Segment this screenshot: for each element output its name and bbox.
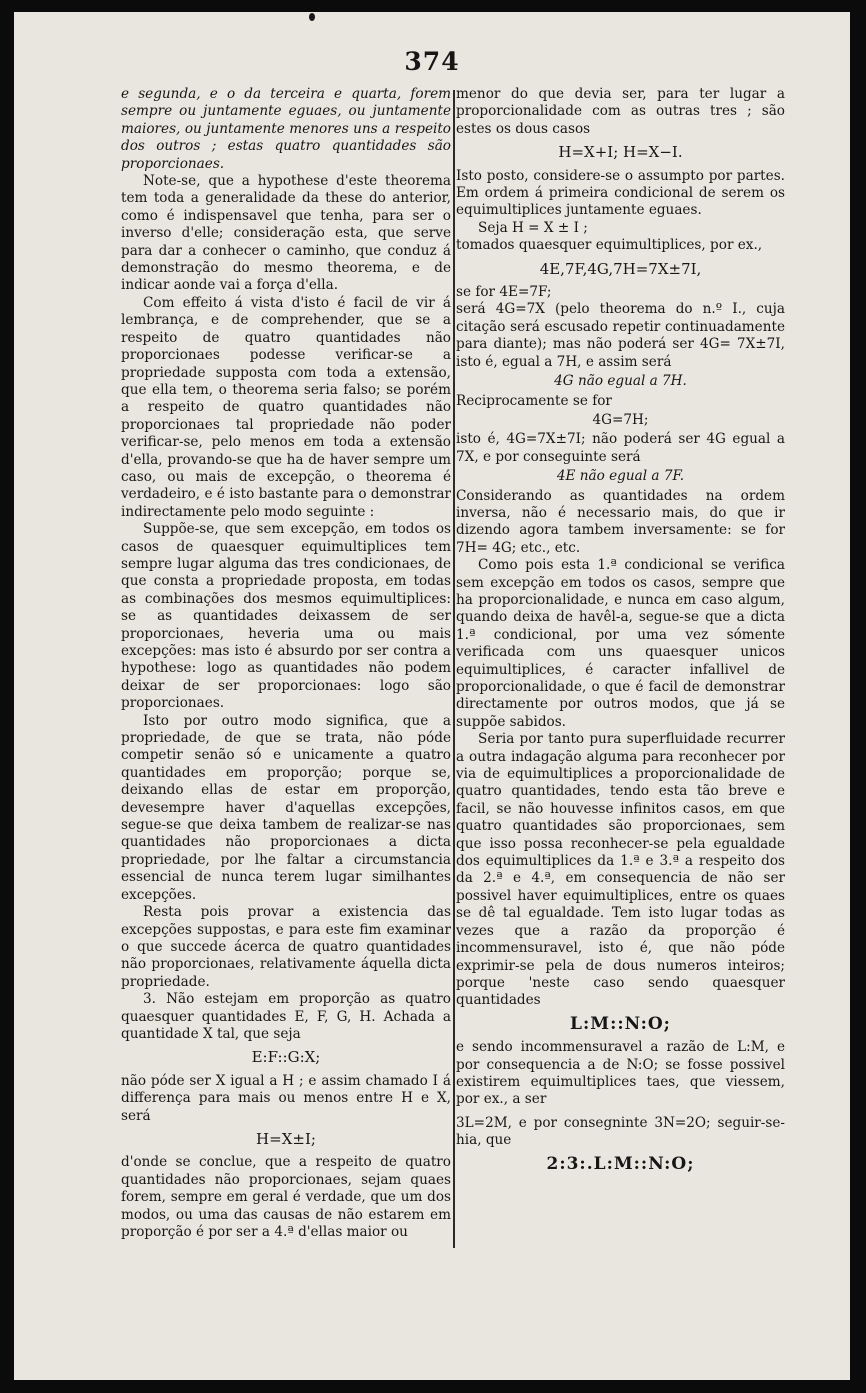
left-column bbox=[121, 86, 451, 1241]
paragraph: 3L=2M, e por consegninte 3N=2O; seguir-se-hia, que bbox=[456, 1114, 785, 1149]
paragraph: Resta pois provar a existencia das excepções suppostas, e para este fim examinar o que succede ácerca de quatro quantidades não proporcionaes, relativamente áquella dicta propriedade. bbox=[121, 904, 451, 990]
ink-mark bbox=[309, 13, 315, 21]
paragraph: tomados quaesquer equimultiplices, por ex., bbox=[456, 237, 763, 254]
paragraph: isto é, 4G=7X±7I; não poderá ser 4G egual a 7X, e por conseguinte será bbox=[456, 431, 785, 465]
formula: 4E não egual a 7F. bbox=[556, 468, 685, 485]
formula-line: Seja H = X ± I ; bbox=[478, 219, 588, 236]
paragraph: não póde ser X igual a H ; e assim chamado I á differença para mais ou menos entre H e X, será bbox=[121, 1072, 451, 1124]
page-number: 374 bbox=[404, 47, 460, 76]
book-page bbox=[14, 12, 850, 1380]
paragraph: Reciprocamente se for bbox=[456, 392, 612, 409]
paragraph: Seria por tanto pura superfluidade recurrer a outra indagação alguma para reconhecer por via de equimultiplices a proporcionalidade de quatro quantidades, tendo esta tão breve e facil, se não houvesse infinitos casos, em que quatro quantidades são proporcionaes, sem que isso possa reconhecer-se pela egualdade dos equimultiplices da 1.ª e 3.ª a respeito dos da 2.ª e 4.ª, em consequencia de não ser possivel haver equimultiplices, entre os quaes se dê tal egualdade. Tem isto lugar todas as vezes que a razão da proporção é incommensuravel, isto é, que não póde exprimir-se pela de dous numeros inteiros; porque 'neste caso sendo quaesquer quantidades bbox=[456, 731, 785, 1009]
paragraph: 3. Não estejam em proporção as quatro quaesquer quantidades E, F, G, H. Achada a quantidade X tal, que seja bbox=[121, 991, 451, 1042]
paragraph: Isto por outro modo significa, que a propriedade, de que se trata, não póde competir senão só e unicamente a quatro quantidades em proporção; porque se, deixando ellas de estar em proporção, devesempre haver d'aquellas excepções, segue-se que deixa tambem de realizar-se nas quantidades não proporcionaes a dicta propriedade, por lhe faltar a circumstancia essencial de nunca terem lugar similhantes excepções. bbox=[121, 712, 451, 903]
column-divider bbox=[453, 90, 455, 1248]
paragraph: Suppõe-se, que sem excepção, em todos os casos de quaesquer equimultiplices tem sempre lugar alguma das tres condicionaes, de que consta a propriedade proposta, em todas as combinações dos mesmos equimultiplices: se as quantidades deixassem de ser proporcionaes, heveria uma ou mais excepções: mas isto é absurdo por ser contra a hypothese: logo as quantidades não podem deixar de ser proporcionaes: logo são proporcionaes. bbox=[121, 521, 451, 712]
paragraph: Isto posto, considere-se o assumpto por partes. Em ordem á primeira condicional de serem os equimultiplices juntamente eguaes. bbox=[456, 167, 785, 219]
formula: E:F::G:X; bbox=[251, 1048, 321, 1067]
formula: 4E,7F,4G,7H=7X±7I, bbox=[539, 259, 702, 278]
paragraph: d'onde se conclue, que a respeito de quatro quantidades não proporcionaes, sejam quaes forem, sempre em geral é verdade, que um dos modos, ou uma das causas de não estarem em proporção é por ser a 4.ª d'ellas maior ou bbox=[121, 1154, 451, 1240]
right-column bbox=[456, 86, 785, 1179]
paragraph: Como pois esta 1.ª condicional se verifica sem excepção em todos os casos, sempre que ha proporcionalidade, e nunca em caso algum, quando deixa de havêl-a, segue-se que a dicta 1.ª condicional, por uma vez sómente verificada com uns quaesquer unicos equimultiplices, é caracter infallivel de proporcionalidade, o que é facil de demonstrar directamente por outros modos, que já se suppõe sabidos. bbox=[456, 557, 785, 730]
formula: 4G não egual a 7H. bbox=[554, 373, 687, 390]
paragraph: será 4G=7X (pelo theorema do n.º I., cuja citação será escusado repetir continuadamente para diante); mas não poderá ser 4G= 7X±7I, isto é, egual a 7H, e assim será bbox=[456, 301, 785, 370]
paragraph: Considerando as quantidades na ordem inversa, não é necessario mais, do que ir dizendo agora tambem inversamente: se for 7H= 4G; etc., etc. bbox=[456, 487, 785, 556]
formula: H=X±I; bbox=[256, 1129, 316, 1148]
formula-line: se for 4E=7F; bbox=[456, 284, 552, 301]
formula: H=X+I; H=X−I. bbox=[558, 143, 683, 162]
paragraph: Com effeito á vista d'isto é facil de vir á lembrança, e de comprehender, que se a respeito de quatro quantidades não proporcionaes podesse verificar-se a propriedade supposta com toda a extensão, que ella tem, o theorema seria falso; se porém a respeito de quatro quantidades não proporcionaes tal propriedade não poder verificar-se, pelo menos em toda a extensão d'ella, provando-se que ha de haver sempre um caso, ou mais de excepção, o theorema é verdadeiro, e é isto bastante para o demonstrar indirectamente pelo modo seguinte : bbox=[121, 294, 451, 520]
paragraph: menor do que devia ser, para ter lugar a proporcionalidade com as outras tres ; são estes os dous casos bbox=[456, 86, 785, 137]
formula: 2:3:.L:M::N:O; bbox=[546, 1153, 695, 1174]
paragraph: e segunda, e o da terceira e quarta, forem sempre ou juntamente eguaes, ou juntamente maiores, ou juntamente menores uns a respeito dos outros ; estas quatro quantidades são proporcionaes. bbox=[121, 86, 451, 172]
paragraph: Note-se, que a hypothese d'este theorema tem toda a generalidade da these do anterior, como é indispensavel que tenha, para ser o inverso d'elle; consideração esta, que serve para dar a conhecer o caminho, que conduz á demonstração do mesmo theorema, e de indicar aonde vai a força d'ella. bbox=[121, 173, 451, 294]
paragraph: e sendo incommensuravel a razão de L:M, e por consequencia a de N:O; se fosse possivel existirem equimultiplices taes, que viessem, por ex., a ser bbox=[456, 1039, 785, 1108]
formula: 4G=7H; bbox=[592, 411, 649, 428]
formula: L:M::N:O; bbox=[570, 1013, 671, 1034]
